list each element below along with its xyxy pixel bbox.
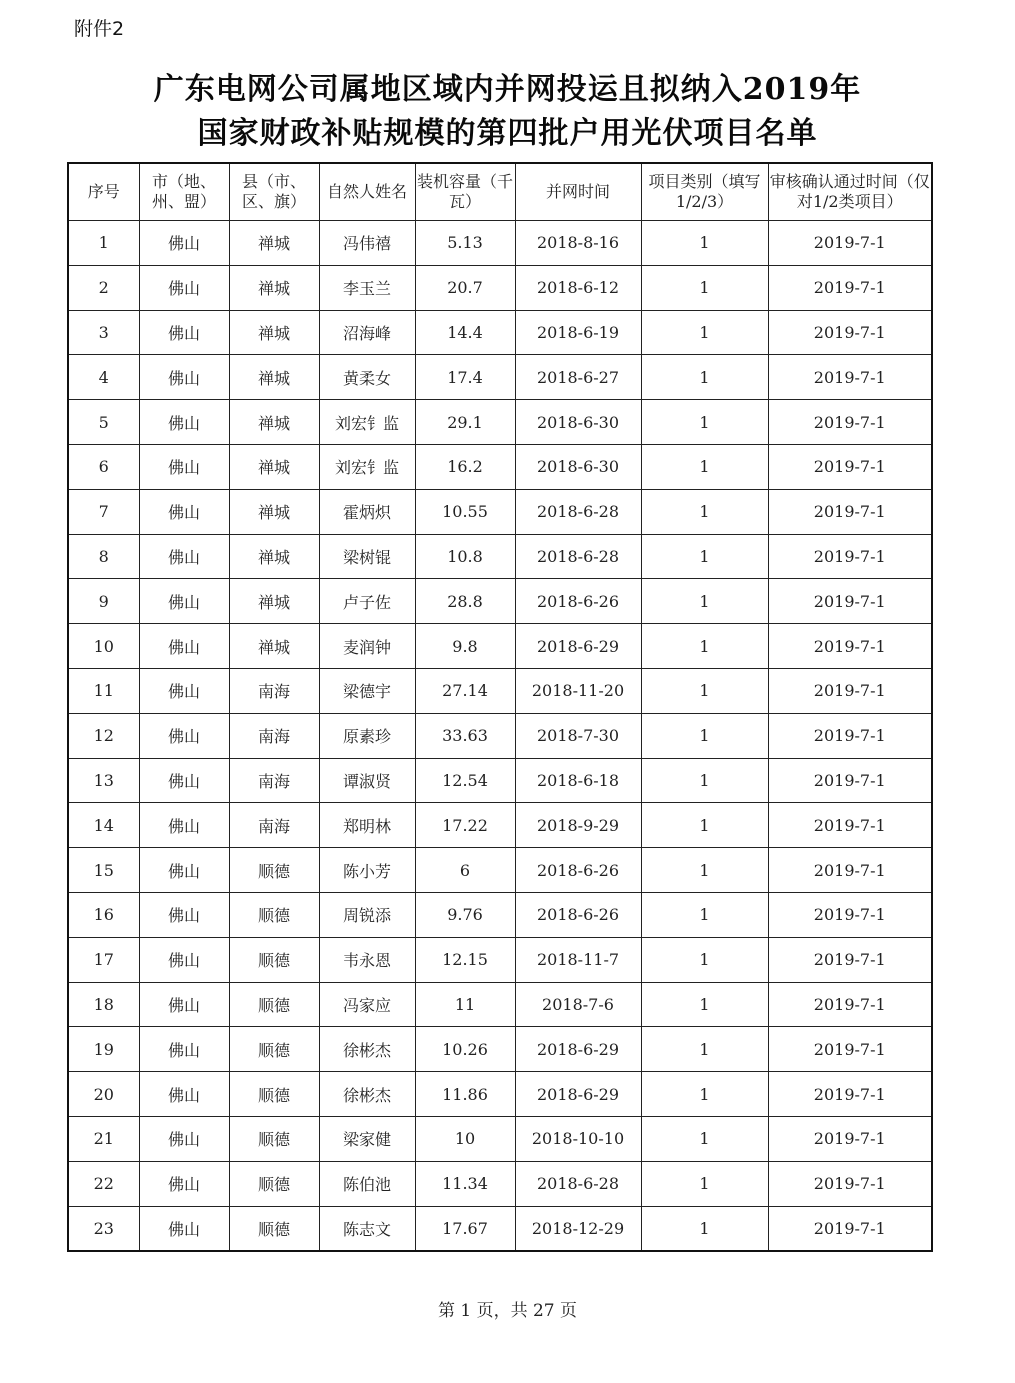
cell-capacity: 10.55: [415, 489, 515, 534]
cell-approval-date: 2019-7-1: [768, 1027, 932, 1072]
cell-person-name: 郑明林: [319, 803, 415, 848]
cell-index: 6: [68, 444, 139, 489]
cell-index: 5: [68, 400, 139, 445]
cell-project-category: 1: [641, 803, 768, 848]
cell-project-category: 1: [641, 1206, 768, 1251]
cell-grid-date: 2018-6-28: [515, 534, 641, 579]
cell-city: 佛山: [139, 1116, 229, 1161]
header-city: 市（地、州、盟）: [139, 163, 229, 221]
cell-county: 顺德: [229, 937, 319, 982]
cell-index: 22: [68, 1161, 139, 1206]
cell-index: 12: [68, 713, 139, 758]
cell-capacity: 27.14: [415, 668, 515, 713]
cell-county: 顺德: [229, 848, 319, 893]
cell-city: 佛山: [139, 758, 229, 803]
cell-project-category: 1: [641, 579, 768, 624]
cell-project-category: 1: [641, 400, 768, 445]
cell-capacity: 16.2: [415, 444, 515, 489]
cell-grid-date: 2018-6-29: [515, 624, 641, 669]
cell-person-name: 冯家应: [319, 982, 415, 1027]
cell-person-name: 卢子佐: [319, 579, 415, 624]
cell-capacity: 10.8: [415, 534, 515, 579]
cell-capacity: 6: [415, 848, 515, 893]
cell-grid-date: 2018-10-10: [515, 1116, 641, 1161]
table-body: [68, 221, 932, 1252]
header-capacity: 装机容量（千瓦）: [415, 163, 515, 221]
cell-county: 禅城: [229, 489, 319, 534]
cell-person-name: 冯伟禧: [319, 221, 415, 266]
cell-project-category: 1: [641, 624, 768, 669]
cell-approval-date: 2019-7-1: [768, 310, 932, 355]
table-row: [68, 982, 932, 1027]
cell-county: 禅城: [229, 221, 319, 266]
cell-city: 佛山: [139, 668, 229, 713]
cell-index: 4: [68, 355, 139, 400]
cell-person-name: 韦永恩: [319, 937, 415, 982]
table-row: [68, 624, 932, 669]
cell-county: 南海: [229, 803, 319, 848]
cell-project-category: 1: [641, 489, 768, 534]
cell-capacity: 12.15: [415, 937, 515, 982]
header-person-name: 自然人姓名: [319, 163, 415, 221]
cell-index: 13: [68, 758, 139, 803]
cell-county: 禅城: [229, 265, 319, 310]
cell-index: 3: [68, 310, 139, 355]
cell-approval-date: 2019-7-1: [768, 1161, 932, 1206]
cell-city: 佛山: [139, 579, 229, 624]
cell-grid-date: 2018-6-19: [515, 310, 641, 355]
cell-capacity: 20.7: [415, 265, 515, 310]
table-row: [68, 265, 932, 310]
cell-project-category: 1: [641, 534, 768, 579]
cell-capacity: 9.76: [415, 892, 515, 937]
cell-county: 禅城: [229, 355, 319, 400]
cell-person-name: 梁德宇: [319, 668, 415, 713]
cell-grid-date: 2018-11-20: [515, 668, 641, 713]
cell-person-name: 徐彬杰: [319, 1072, 415, 1117]
header-index: 序号: [68, 163, 139, 221]
cell-county: 顺德: [229, 1116, 319, 1161]
cell-index: 14: [68, 803, 139, 848]
cell-grid-date: 2018-11-7: [515, 937, 641, 982]
cell-index: 18: [68, 982, 139, 1027]
cell-project-category: 1: [641, 758, 768, 803]
cell-person-name: 黄柔女: [319, 355, 415, 400]
cell-index: 7: [68, 489, 139, 534]
cell-capacity: 11: [415, 982, 515, 1027]
cell-city: 佛山: [139, 713, 229, 758]
table-row: [68, 1027, 932, 1072]
cell-grid-date: 2018-6-28: [515, 489, 641, 534]
cell-approval-date: 2019-7-1: [768, 534, 932, 579]
cell-project-category: 1: [641, 1116, 768, 1161]
cell-county: 顺德: [229, 1206, 319, 1251]
cell-grid-date: 2018-6-28: [515, 1161, 641, 1206]
cell-grid-date: 2018-8-16: [515, 221, 641, 266]
cell-grid-date: 2018-7-6: [515, 982, 641, 1027]
cell-person-name: 刘宏钅监: [319, 444, 415, 489]
cell-person-name: 梁家健: [319, 1116, 415, 1161]
cell-index: 11: [68, 668, 139, 713]
cell-city: 佛山: [139, 1027, 229, 1072]
page-footer: 第 1 页，共 27 页: [437, 1301, 578, 1321]
table-row: [68, 668, 932, 713]
table-row: [68, 1161, 932, 1206]
cell-approval-date: 2019-7-1: [768, 892, 932, 937]
cell-county: 禅城: [229, 310, 319, 355]
cell-approval-date: 2019-7-1: [768, 265, 932, 310]
cell-index: 2: [68, 265, 139, 310]
cell-county: 顺德: [229, 892, 319, 937]
cell-city: 佛山: [139, 310, 229, 355]
table-row: [68, 1072, 932, 1117]
cell-person-name: 徐彬杰: [319, 1027, 415, 1072]
cell-approval-date: 2019-7-1: [768, 444, 932, 489]
cell-index: 16: [68, 892, 139, 937]
table-row: [68, 848, 932, 893]
cell-project-category: 1: [641, 310, 768, 355]
table-row: [68, 444, 932, 489]
cell-project-category: 1: [641, 355, 768, 400]
cell-approval-date: 2019-7-1: [768, 489, 932, 534]
table-row: [68, 579, 932, 624]
cell-approval-date: 2019-7-1: [768, 713, 932, 758]
cell-project-category: 1: [641, 892, 768, 937]
cell-grid-date: 2018-6-29: [515, 1072, 641, 1117]
cell-grid-date: 2018-6-30: [515, 444, 641, 489]
cell-index: 1: [68, 221, 139, 266]
cell-city: 佛山: [139, 848, 229, 893]
cell-city: 佛山: [139, 937, 229, 982]
cell-city: 佛山: [139, 489, 229, 534]
cell-approval-date: 2019-7-1: [768, 624, 932, 669]
table-row: [68, 1206, 932, 1251]
table-row: [68, 221, 932, 266]
table-row: [68, 892, 932, 937]
cell-capacity: 12.54: [415, 758, 515, 803]
cell-project-category: 1: [641, 1072, 768, 1117]
cell-index: 15: [68, 848, 139, 893]
cell-county: 顺德: [229, 1161, 319, 1206]
cell-grid-date: 2018-6-18: [515, 758, 641, 803]
cell-approval-date: 2019-7-1: [768, 355, 932, 400]
table-row: [68, 803, 932, 848]
cell-approval-date: 2019-7-1: [768, 579, 932, 624]
cell-grid-date: 2018-6-26: [515, 579, 641, 624]
cell-capacity: 14.4: [415, 310, 515, 355]
header-approval-date: 审核确认通过时间（仅对1/2类项目）: [768, 163, 932, 221]
cell-city: 佛山: [139, 982, 229, 1027]
cell-person-name: 陈志文: [319, 1206, 415, 1251]
cell-person-name: 麦润钟: [319, 624, 415, 669]
cell-person-name: 原素珍: [319, 713, 415, 758]
cell-grid-date: 2018-7-30: [515, 713, 641, 758]
cell-index: 21: [68, 1116, 139, 1161]
cell-county: 顺德: [229, 1027, 319, 1072]
table-row: [68, 1116, 932, 1161]
cell-capacity: 29.1: [415, 400, 515, 445]
cell-city: 佛山: [139, 265, 229, 310]
cell-capacity: 11.86: [415, 1072, 515, 1117]
cell-capacity: 10.26: [415, 1027, 515, 1072]
table-row: [68, 355, 932, 400]
cell-grid-date: 2018-12-29: [515, 1206, 641, 1251]
cell-capacity: 17.67: [415, 1206, 515, 1251]
cell-project-category: 1: [641, 444, 768, 489]
header-project-category: 项目类别（填写1/2/3）: [641, 163, 768, 221]
cell-index: 19: [68, 1027, 139, 1072]
cell-capacity: 10: [415, 1116, 515, 1161]
cell-county: 顺德: [229, 1072, 319, 1117]
cell-approval-date: 2019-7-1: [768, 1072, 932, 1117]
cell-capacity: 17.22: [415, 803, 515, 848]
cell-person-name: 沼海峰: [319, 310, 415, 355]
cell-person-name: 李玉兰: [319, 265, 415, 310]
cell-county: 禅城: [229, 624, 319, 669]
cell-person-name: 霍炳炽: [319, 489, 415, 534]
cell-person-name: 周锐添: [319, 892, 415, 937]
cell-county: 禅城: [229, 444, 319, 489]
cell-project-category: 1: [641, 668, 768, 713]
cell-grid-date: 2018-6-27: [515, 355, 641, 400]
cell-city: 佛山: [139, 534, 229, 579]
cell-project-category: 1: [641, 937, 768, 982]
cell-person-name: 陈伯池: [319, 1161, 415, 1206]
cell-city: 佛山: [139, 1072, 229, 1117]
header-county: 县（市、区、旗）: [229, 163, 319, 221]
cell-index: 23: [68, 1206, 139, 1251]
cell-county: 顺德: [229, 982, 319, 1027]
cell-person-name: 谭淑贤: [319, 758, 415, 803]
table-row: [68, 489, 932, 534]
cell-county: 南海: [229, 713, 319, 758]
cell-grid-date: 2018-6-26: [515, 848, 641, 893]
table-row: [68, 310, 932, 355]
cell-approval-date: 2019-7-1: [768, 848, 932, 893]
cell-index: 9: [68, 579, 139, 624]
cell-grid-date: 2018-6-30: [515, 400, 641, 445]
cell-county: 南海: [229, 758, 319, 803]
cell-county: 南海: [229, 668, 319, 713]
cell-city: 佛山: [139, 1206, 229, 1251]
cell-project-category: 1: [641, 1161, 768, 1206]
cell-grid-date: 2018-6-26: [515, 892, 641, 937]
cell-capacity: 11.34: [415, 1161, 515, 1206]
cell-city: 佛山: [139, 400, 229, 445]
cell-city: 佛山: [139, 355, 229, 400]
cell-county: 禅城: [229, 400, 319, 445]
cell-city: 佛山: [139, 1161, 229, 1206]
cell-approval-date: 2019-7-1: [768, 758, 932, 803]
cell-grid-date: 2018-9-29: [515, 803, 641, 848]
cell-county: 禅城: [229, 579, 319, 624]
cell-index: 20: [68, 1072, 139, 1117]
table-row: [68, 758, 932, 803]
cell-capacity: 33.63: [415, 713, 515, 758]
cell-project-category: 1: [641, 848, 768, 893]
attachment-label: 附件2: [74, 18, 125, 40]
table-header-row: [68, 163, 932, 221]
cell-person-name: 陈小芳: [319, 848, 415, 893]
document-title-line-1: 广东电网公司属地区域内并网投运且拟纳入2019年: [153, 72, 862, 107]
cell-grid-date: 2018-6-12: [515, 265, 641, 310]
cell-approval-date: 2019-7-1: [768, 982, 932, 1027]
cell-approval-date: 2019-7-1: [768, 668, 932, 713]
cell-capacity: 5.13: [415, 221, 515, 266]
cell-approval-date: 2019-7-1: [768, 937, 932, 982]
cell-approval-date: 2019-7-1: [768, 803, 932, 848]
header-grid-date: 并网时间: [515, 163, 641, 221]
cell-city: 佛山: [139, 444, 229, 489]
cell-index: 8: [68, 534, 139, 579]
table-row: [68, 937, 932, 982]
table-row: [68, 713, 932, 758]
cell-city: 佛山: [139, 892, 229, 937]
cell-city: 佛山: [139, 624, 229, 669]
cell-approval-date: 2019-7-1: [768, 221, 932, 266]
cell-city: 佛山: [139, 221, 229, 266]
table-row: [68, 400, 932, 445]
cell-index: 17: [68, 937, 139, 982]
cell-approval-date: 2019-7-1: [768, 1206, 932, 1251]
cell-person-name: 刘宏钅监: [319, 400, 415, 445]
cell-index: 10: [68, 624, 139, 669]
cell-project-category: 1: [641, 221, 768, 266]
cell-person-name: 梁树锟: [319, 534, 415, 579]
cell-grid-date: 2018-6-29: [515, 1027, 641, 1072]
cell-project-category: 1: [641, 982, 768, 1027]
cell-project-category: 1: [641, 713, 768, 758]
table-row: [68, 534, 932, 579]
cell-project-category: 1: [641, 1027, 768, 1072]
cell-approval-date: 2019-7-1: [768, 1116, 932, 1161]
cell-approval-date: 2019-7-1: [768, 400, 932, 445]
cell-capacity: 17.4: [415, 355, 515, 400]
document-title-line-2: 国家财政补贴规模的第四批户用光伏项目名单: [197, 116, 818, 151]
cell-capacity: 9.8: [415, 624, 515, 669]
cell-capacity: 28.8: [415, 579, 515, 624]
cell-city: 佛山: [139, 803, 229, 848]
cell-project-category: 1: [641, 265, 768, 310]
project-list-table: [67, 162, 933, 1252]
cell-county: 禅城: [229, 534, 319, 579]
